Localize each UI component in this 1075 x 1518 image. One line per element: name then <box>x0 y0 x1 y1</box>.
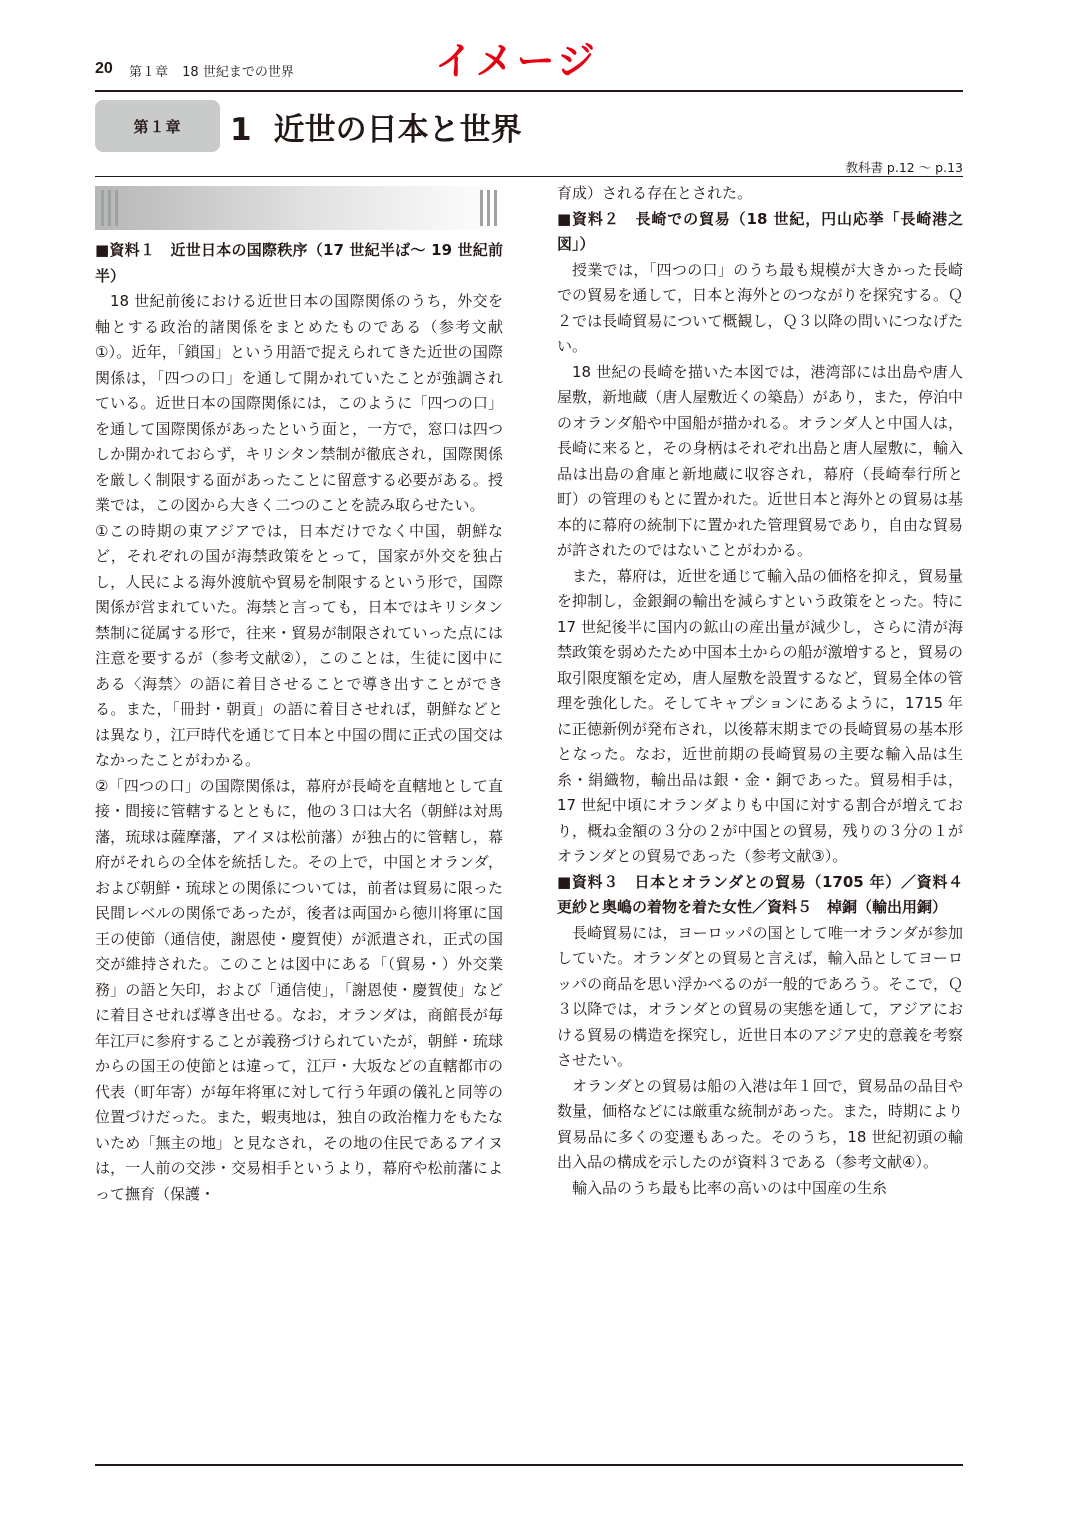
running-head-section: 18 世紀までの世界 <box>182 65 294 80</box>
body-paragraph: ②「四つの口」の国際関係は，幕府が長崎を直轄地として直接・間接に管轄するとともに，他の３口は大名（朝鮮は対馬藩，琉球は薩摩藩，アイヌは松前藩）が独占的に管轄し，幕府がそれらの全体を統括した。その上で，中国とオランダ，および朝鮮・琉球との関係については，前者は貿易に限った民間レベルの関係であったが，後者は両国から徳川将軍に国王の使節（通信使，謝恩使・慶賀使）が派遣され，正式の国交が維持された。このことは図中にある「（貿易・）外交業務」の語と矢印，および「通信使」，「謝恩使・慶賀使」などに着目させれば導き出せる。なお，オランダは，商館長が毎年江戸に参府することが義務づけられていたが，朝鮮・琉球からの国王の使節とは違って，江戸・大坂などの直轄都市の代表（町年寄）が毎年将軍に対して行う年頭の儀礼と同等の位置づけだった。また，蝦夷地は，独自の政治権力をもたないため「無主の地」と見なされ，その地の住民であるアイヌは，一人前の交渉・交易相手というより，幕府や松前藩によって撫育（保護・ <box>95 776 503 1203</box>
body-paragraph: オランダとの貿易は船の入港は年１回で，貿易品の品目や数量，価格などには厳重な統制があった。また，時期により貿易品に多くの変遷もあった。そのうち，18 世紀初頭の輸出入品の構成を示したのが資料３である（参考文献④）。 <box>557 1076 963 1171</box>
left-column <box>95 238 503 1207</box>
running-head <box>129 61 304 80</box>
body-paragraph: 授業では，「四つの口」のうち最も規模が大きかった長崎での貿易を通して，日本と海外とのつながりを探究する。Ｑ２では長崎貿易について概観し，Ｑ３以降の問いにつなげたい。 <box>557 260 963 355</box>
material-1-heading: ■資料１ 近世日本の国際秩序（17 世紀半ば〜 19 世紀前半） <box>95 241 503 285</box>
title-number: 1 <box>230 112 252 148</box>
body-paragraph: 輸入品のうち最も比率の高いのは中国産の生糸 <box>572 1178 888 1197</box>
body-paragraph: 長崎貿易には，ヨーロッパの国として唯一オランダが参加していた。オランダとの貿易と言えば，輸入品としてヨーロッパの商品を思い浮かべるのが一般的であろう。そこで，Ｑ３以降では，オランダとの貿易の実態を通して，アジアにおける貿易の構造を探究し，近世日本のアジア史的意義を考察させたい。 <box>557 923 963 1069</box>
body-paragraph: 18 世紀の長崎を描いた本図では，港湾部には出島や唐人屋敷，新地蔵（唐人屋敷近くの築島）があり，また，停泊中のオランダ船や中国船が描かれる。オランダ人と中国人は，長崎に来ると，その身柄はそれぞれ出島と唐人屋敷に，輸入品は出島の倉庫と新地蔵に収容され，幕府（長崎奉行所と町）の管理のもとに置かれた。近世日本と海外との貿易は基本的に幕府の統制下に置かれた管理貿易であり，自由な貿易が許されたのではないことがわかる。 <box>557 362 963 559</box>
footer-rule <box>95 1464 963 1466</box>
body-paragraph: 18 世紀前後における近世日本の国際関係のうち，外交を軸とする政治的諸関係をまとめたものである（参考文献①）。近年，「鎖国」という用語で捉えられてきた近世の国際関係は，「四つの口」を通して開かれていたことが強調されている。近世日本の国際関係には，このように「四つの口」を通して国際関係があったという面と，一方で，窓口は四つしか開かれておらず，キリシタン禁制が徹底され，国際関係を厳しく制限する面があったことに留意する必要がある。授業では，この図から大きく二つのことを読み取らせたい。 <box>95 292 503 514</box>
material-2-heading: ■資料２ 長崎での貿易（18 世紀，円山応挙「長崎港之図」） <box>557 209 963 253</box>
title-text: 近世の日本と世界 <box>273 112 522 148</box>
image-watermark: イメージ <box>435 39 598 83</box>
textbook-reference: 教科書 p.12 〜 p.13 <box>845 160 963 175</box>
body-paragraph: ①この時期の東アジアでは，日本だけでなく中国，朝鮮など，それぞれの国が海禁政策をとって，国家が外交を独占し，人民による海外渡航や貿易を制限するという形で，国際関係が営まれていた。海禁と言っても，日本ではキリシタン禁制に従属する形で，往来・貿易が制限されていった点には注意を要するが（参考文献②），このことは，生徒に図中にある〈海禁〉の語に着目させることで導き出すことができる。また，「冊封・朝貢」の語に着目させれば，朝鮮などとは異なり，江戸時代を通じて日本と中国の間に正式の国交はなかったことがわかる。 <box>95 521 503 769</box>
chapter-badge: 第１章 <box>95 100 220 152</box>
page-number: 20 <box>95 60 113 77</box>
section-decoration-bar <box>95 186 503 230</box>
header-rule <box>95 90 963 92</box>
body-paragraph: 育成）される存在とされた。 <box>557 184 753 202</box>
running-head-chapter: 第１章 <box>129 65 169 80</box>
right-column <box>557 181 979 1201</box>
page-title <box>230 104 522 149</box>
material-3-5-heading: ■資料３ 日本とオランダとの貿易（1705 年）／資料４ 更紗と奥嶋の着物を着た女性／資料５ 棹銅（輸出用銅） <box>557 872 979 916</box>
title-rule <box>95 176 963 177</box>
body-paragraph: また，幕府は，近世を通じて輸入品の価格を抑え，貿易量を抑制し，金銀銅の輸出を減らすという政策をとった。特に 17 世紀後半に国内の鉱山の産出量が減少し，さらに清が海禁政策を弱めたため中国本土からの船が激増すると，貿易の取引限度額を定め，唐人屋敷を設置するなど，貿易全体の管理を強化した。そしてキャプションにあるように，1715 年に正徳新例が発布され，以後幕末期までの長崎貿易の基本形となった。なお，近世前期の長崎貿易の主要な輸入品は生糸・絹織物，輸出品は銀・金・銅であった。貿易相手は，17 世紀中頃にオランダよりも中国に対する割合が増えており，概ね金額の３分の２が中国との貿易，残りの３分の１がオランダとの貿易であった（参考文献③）。 <box>557 566 963 865</box>
page-header <box>95 39 963 86</box>
